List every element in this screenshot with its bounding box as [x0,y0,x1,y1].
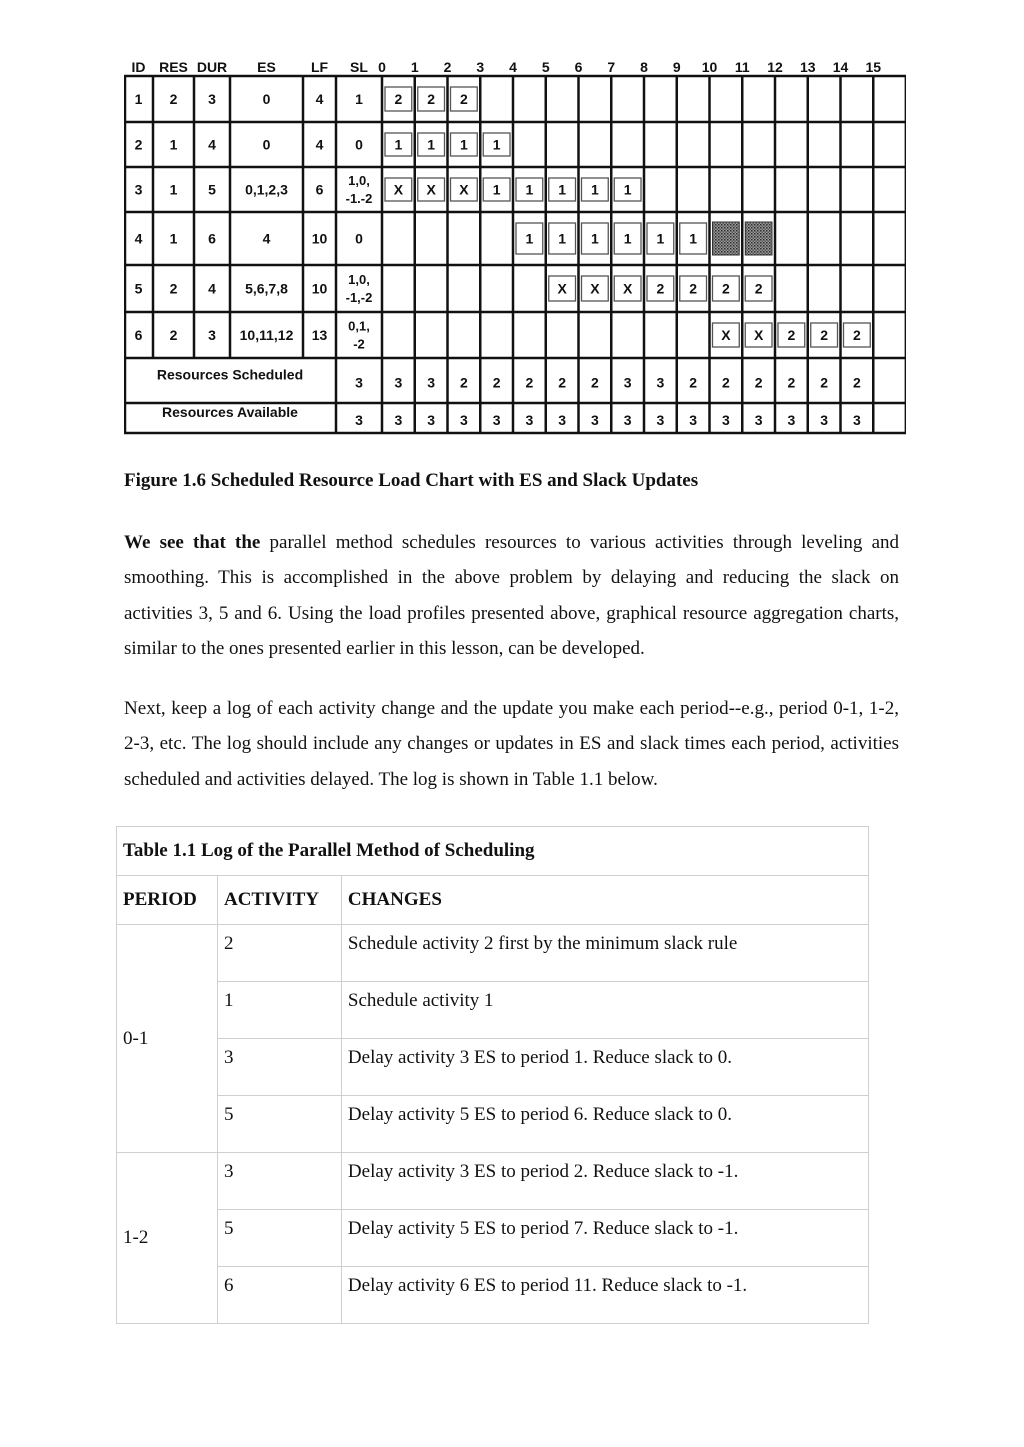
summary-value: 3 [623,374,632,391]
activity-sl-cell: 1,0, [348,173,370,188]
activity-cell: 3 [217,1039,341,1096]
activity-id-cell: 6 [134,327,143,343]
header-changes: CHANGES [341,876,868,925]
table-header-row [117,876,869,925]
load-cell: 1 [394,136,403,153]
activity-sl-cell: 1 [355,91,363,107]
load-cell: X [622,280,633,297]
hatched-delay-mark [745,222,772,255]
table-title-row [117,827,869,876]
resource-load-chart-svg [124,56,906,436]
period-cell: 0-1 [117,925,218,1153]
load-cell: 2 [427,91,436,107]
table-row [117,925,869,982]
activity-dur-cell: 6 [208,230,216,247]
table-row [117,1039,869,1096]
log-table [116,826,869,1324]
paragraph-log-instructions: Next, keep a log of each activity change and the update you make each period--e.g., period 0-1, 1-2, 2-3, etc. The log should include any changes or updates in ES and slack times each period, activities scheduled and activities delayed. The log is shown in Table 1.1 below. [124,698,899,790]
activity-cell: 3 [217,1153,341,1210]
load-cell: 2 [852,327,861,343]
summary-value: 3 [459,412,468,428]
column-header: RES [159,59,188,75]
paragraph-lead: We see that the [124,532,261,553]
period-header: 2 [443,59,452,75]
table-row [117,1153,869,1210]
load-cell: 1 [656,230,665,247]
activity-sl-cell: -2 [353,336,365,352]
activity-res-cell: 2 [169,327,178,343]
load-cell: 2 [820,327,829,343]
load-cell: 1 [689,230,698,247]
summary-value: 2 [590,374,599,391]
summary-sl-value: 3 [355,374,363,391]
paragraph-parallel-method [124,525,899,666]
header-activity: ACTIVITY [217,876,341,925]
table-row [117,1210,869,1267]
period-header: 10 [701,59,718,75]
activity-sl-cell: 0,1, [348,318,370,334]
load-cell: 2 [689,280,698,297]
activity-dur-cell: 3 [208,327,216,343]
change-cell: Delay activity 3 ES to period 2. Reduce slack to -1. [341,1153,868,1210]
load-cell: 1 [492,181,501,198]
activity-cell: 5 [217,1210,341,1267]
summary-value: 2 [525,374,534,391]
period-header: 4 [509,59,517,75]
load-cell: X [393,181,404,198]
load-cell: X [459,181,469,198]
load-cell: 2 [459,91,468,107]
resource-load-chart [124,56,906,436]
figure-caption: Figure 1.6 Scheduled Resource Load Chart with ES and Slack Updates [124,470,699,491]
table-title: Table 1.1 Log of the Parallel Method of Scheduling [117,827,869,876]
load-cell: 1 [558,230,567,247]
activity-es-cell: 0,1,2,3 [245,181,288,198]
load-cell: X [721,327,731,343]
load-cell: X [426,181,436,198]
period-header: 13 [799,59,816,75]
period-header: 14 [832,59,849,75]
paragraph-body: parallel method schedules resources to various activities through leveling and smoothing. This is accomplished in the above problem by delaying and reducing the slack on activities 3, 5 and 6. Using the load profiles presented above, graphical resource aggregation charts, similar to the ones presented earlier in this lesson, can be developed. [124,532,899,659]
load-cell: 1 [590,230,599,247]
activity-es-cell: 10,11,12 [239,327,294,343]
summary-sl-value: 3 [355,412,363,428]
activity-id-cell: 5 [134,280,143,297]
load-cell: 2 [721,280,730,297]
activity-es-cell: 0 [262,136,271,153]
column-header: DUR [196,59,228,75]
table-row [117,1096,869,1153]
load-cell: 1 [623,181,632,198]
period-header: 12 [767,59,783,75]
summary-value: 2 [721,374,730,391]
summary-value: 3 [689,412,698,428]
summary-value: 3 [852,412,861,428]
activity-sl-cell: 0 [355,136,363,153]
load-cell: 1 [427,136,436,153]
load-cell: 1 [590,181,599,198]
change-cell: Schedule activity 2 first by the minimum slack rule [341,925,868,982]
summary-value: 3 [427,412,436,428]
load-cell: 1 [558,181,567,198]
load-cell: X [753,327,764,343]
summary-value: 3 [492,412,501,428]
summary-value: 2 [492,374,501,391]
change-cell: Delay activity 3 ES to period 1. Reduce slack to 0. [341,1039,868,1096]
header-period: PERIOD [117,876,218,925]
summary-value: 3 [558,412,567,428]
activity-id-cell: 3 [134,181,143,198]
summary-value: 2 [787,374,796,391]
summary-value: 3 [820,412,829,428]
activity-id-cell: 1 [134,91,143,107]
summary-value: 2 [820,374,829,391]
period-header: 1 [410,59,419,75]
table-row [117,1267,869,1324]
summary-value: 2 [689,374,698,391]
load-cell: 2 [754,280,763,297]
activity-sl-cell: 0 [355,230,363,247]
activity-sl-cell: 1,0, [348,272,370,287]
summary-value: 3 [427,374,436,391]
summary-value: 2 [754,374,763,391]
load-cell: 1 [525,181,534,198]
activity-dur-cell: 4 [208,280,216,297]
activity-dur-cell: 4 [208,136,216,153]
period-header: 5 [541,59,550,75]
column-header: SL [350,59,368,75]
period-cell: 1-2 [117,1153,218,1324]
summary-value: 3 [623,412,632,428]
summary-value: 3 [525,412,534,428]
change-cell: Schedule activity 1 [341,982,868,1039]
load-cell: 2 [787,327,796,343]
change-cell: Delay activity 6 ES to period 11. Reduce slack to -1. [341,1267,868,1324]
activity-lf-cell: 10 [311,230,328,247]
activity-cell: 2 [217,925,341,982]
summary-value: 3 [721,412,730,428]
summary-value: 3 [394,374,403,391]
activity-lf-cell: 13 [311,327,328,343]
load-cell: 2 [656,280,665,297]
activity-res-cell: 1 [169,181,178,198]
load-cell: X [590,280,600,297]
change-cell: Delay activity 5 ES to period 7. Reduce slack to -1. [341,1210,868,1267]
activity-es-cell: 0 [262,91,271,107]
summary-value: 2 [558,374,567,391]
period-header: 6 [574,59,583,75]
activity-lf-cell: 4 [315,91,324,107]
activity-res-cell: 1 [169,230,178,247]
activity-lf-cell: 6 [315,181,324,198]
load-cell: X [557,280,567,297]
load-cell: 1 [459,136,468,153]
period-header: 3 [476,59,485,75]
load-cell: 2 [394,91,403,107]
activity-lf-cell: 10 [311,280,328,297]
activity-cell: 1 [217,982,341,1039]
hatched-delay-mark [713,222,740,255]
summary-value: 3 [787,412,796,428]
summary-value: 2 [852,374,861,391]
column-header: ES [257,59,276,75]
activity-dur-cell: 5 [208,181,216,198]
activity-lf-cell: 4 [315,136,324,153]
period-header: 0 [378,59,386,75]
column-header: ID [131,59,146,75]
summary-value: 3 [656,412,665,428]
activity-es-cell: 5,6,7,8 [245,280,288,297]
activity-sl-cell: -1,-2 [345,290,373,305]
period-header: 15 [865,59,882,75]
resources-available-label: Resources Available [162,404,298,420]
period-header: 8 [640,59,648,75]
activity-res-cell: 2 [169,280,178,297]
table-row [117,982,869,1039]
period-header: 9 [672,59,681,75]
resources-scheduled-label: Resources Scheduled [156,366,304,383]
summary-value: 3 [394,412,403,428]
load-cell: 1 [492,136,501,153]
summary-value: 3 [590,412,599,428]
change-cell: Delay activity 5 ES to period 6. Reduce slack to 0. [341,1096,868,1153]
period-header: 11 [734,59,750,75]
period-header: 7 [607,59,616,75]
activity-cell: 5 [217,1096,341,1153]
load-cell: 1 [525,230,534,247]
summary-value: 3 [656,374,665,391]
activity-sl-cell: -1.-2 [345,191,373,206]
summary-value: 3 [754,412,763,428]
activity-es-cell: 4 [262,230,271,247]
column-header: LF [310,59,329,75]
activity-res-cell: 1 [169,136,178,153]
activity-id-cell: 4 [134,230,143,247]
activity-res-cell: 2 [169,91,178,107]
activity-dur-cell: 3 [208,91,216,107]
activity-id-cell: 2 [134,136,143,153]
load-cell: 1 [623,230,632,247]
summary-value: 2 [459,374,468,391]
activity-cell: 6 [217,1267,341,1324]
